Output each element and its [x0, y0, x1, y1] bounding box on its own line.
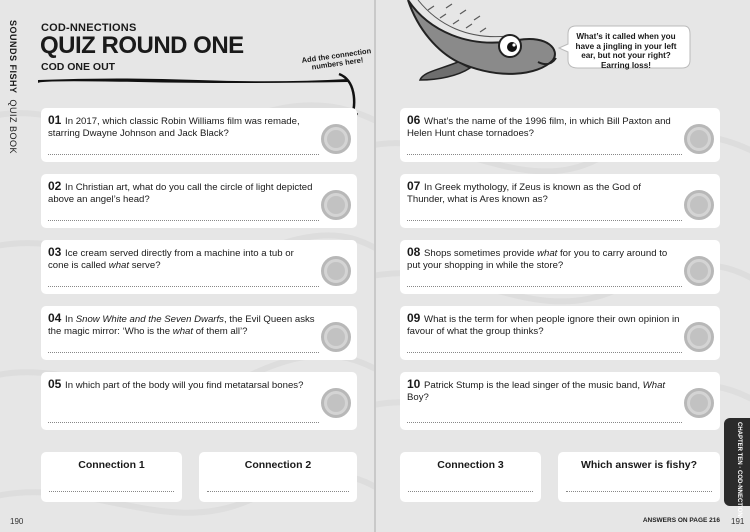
connection-box-1 — [41, 452, 182, 502]
question-body: In which part of the body will you find metatarsal bones? — [65, 380, 304, 391]
spine-rest: QUIZ BOOK — [8, 99, 18, 155]
chapter-tab-label: CHAPTER TEN · COD-NNECTIONS — [736, 422, 742, 521]
question-emphasis-2: what — [172, 326, 194, 338]
question-text — [407, 378, 680, 405]
question-emphasis: what — [537, 248, 558, 259]
question-card — [41, 108, 357, 162]
section-kicker: COD-NNECTIONS — [41, 22, 137, 34]
connection-circle[interactable] — [321, 322, 351, 352]
fishy-answer-box — [558, 452, 720, 502]
question-number: 03 — [48, 245, 62, 259]
question-body: In 2017, which classic Robin Williams film was remade, starring Dwayne Johnson and Jack Black? — [48, 116, 300, 140]
connection-circle[interactable] — [321, 388, 351, 418]
chapter-tab — [724, 418, 750, 521]
question-emphasis: What — [642, 380, 666, 391]
answer-line[interactable] — [48, 220, 319, 221]
question-text — [48, 378, 317, 392]
answer-line[interactable] — [407, 422, 682, 423]
page-number: 190 — [10, 517, 24, 526]
question-body: What’s the name of the 1996 film, in which Bill Paxton and Helen Hunt chase tornadoes? — [407, 116, 671, 140]
brush-stroke — [38, 76, 348, 84]
question-number: 01 — [48, 113, 62, 127]
question-body: What is the term for when people ignore their own opinion in favour of what the group thinks? — [407, 314, 680, 338]
question-text — [48, 312, 317, 339]
question-body: In — [65, 314, 76, 325]
question-text — [407, 246, 680, 273]
question-body-end: for you to carry around to put your shopping in while the store? — [407, 248, 668, 272]
connection-circle[interactable] — [321, 256, 351, 286]
page-subtitle: COD ONE OUT — [41, 61, 116, 73]
question-number: 06 — [407, 113, 421, 127]
connection-answer-line[interactable] — [207, 491, 349, 492]
answers-reference: ANSWERS ON PAGE 216 — [642, 517, 720, 524]
question-text — [407, 180, 680, 207]
question-card — [400, 372, 720, 430]
question-number: 10 — [407, 377, 421, 391]
question-card — [41, 306, 357, 360]
answer-line[interactable] — [48, 422, 319, 423]
connection-box-2 — [199, 452, 357, 502]
question-card — [400, 306, 720, 360]
question-number: 02 — [48, 179, 62, 193]
question-body-end: Boy? — [407, 392, 429, 404]
question-body: Shops sometimes provide — [424, 248, 538, 259]
page-number: 191 — [731, 517, 745, 526]
left-page — [0, 0, 374, 532]
connection-circle[interactable] — [321, 190, 351, 220]
question-text — [407, 114, 680, 141]
connection-label: Which answer is fishy? — [580, 459, 698, 471]
connection-circle[interactable] — [684, 322, 714, 352]
answer-line[interactable] — [407, 286, 682, 287]
question-card — [41, 372, 357, 430]
answer-line[interactable] — [407, 352, 682, 353]
question-body-end: of them all’? — [193, 326, 248, 338]
question-number: 08 — [407, 245, 421, 259]
question-body-mid: , the Evil Queen asks the magic mirror: ‘Who is the — [48, 314, 315, 338]
question-body: In Christian art, what do you call the circle of light depicted above an angel’s head? — [48, 182, 313, 206]
question-text — [48, 114, 317, 141]
spine-label — [4, 20, 20, 220]
connection-circle[interactable] — [321, 124, 351, 154]
connection-answer-line[interactable] — [49, 491, 174, 492]
fish-illustration — [398, 0, 564, 86]
question-number: 04 — [48, 311, 62, 325]
question-text — [48, 246, 317, 273]
answer-line[interactable] — [407, 154, 682, 155]
question-text — [48, 180, 317, 207]
connection-answer-line[interactable] — [408, 491, 533, 492]
question-card — [400, 174, 720, 228]
page-title: QUIZ ROUND ONE — [40, 32, 244, 59]
question-body: Ice cream served directly from a machine into a tub or cone is called — [48, 248, 294, 272]
speech-bubble — [558, 22, 692, 72]
joke-text: What’s it called when you have a jingling in your left ear, but not your right? Earring loss! — [575, 32, 677, 70]
connection-label: Connection 1 — [78, 459, 145, 471]
question-number: 05 — [48, 377, 62, 391]
connection-circle[interactable] — [684, 190, 714, 220]
question-card — [41, 240, 357, 294]
connection-answer-line[interactable] — [566, 491, 712, 492]
answer-line[interactable] — [48, 154, 319, 155]
question-card — [400, 240, 720, 294]
connection-label: Connection 3 — [437, 459, 504, 471]
connection-circle[interactable] — [684, 256, 714, 286]
spine-bold: SOUNDS FISHY — [8, 20, 18, 94]
question-number: 09 — [407, 311, 421, 325]
question-card — [400, 108, 720, 162]
connection-box-3 — [400, 452, 541, 502]
answer-line[interactable] — [48, 286, 319, 287]
question-body: In Greek mythology, if Zeus is known as the God of Thunder, what is Ares known as? — [407, 182, 641, 206]
answer-line[interactable] — [407, 220, 682, 221]
question-number: 07 — [407, 179, 421, 193]
connection-circle[interactable] — [684, 124, 714, 154]
connection-note: Add the connection numbers here! — [301, 46, 372, 72]
question-body-end: serve? — [129, 260, 161, 272]
connection-label: Connection 2 — [244, 459, 312, 471]
answer-line[interactable] — [48, 352, 319, 353]
question-card — [41, 174, 357, 228]
question-emphasis: what — [108, 260, 130, 272]
question-text — [407, 312, 680, 339]
question-body: Patrick Stump is the lead singer of the music band, — [424, 380, 643, 391]
connection-circle[interactable] — [684, 388, 714, 418]
question-emphasis: Snow White and the Seven Dwarfs — [75, 314, 224, 325]
